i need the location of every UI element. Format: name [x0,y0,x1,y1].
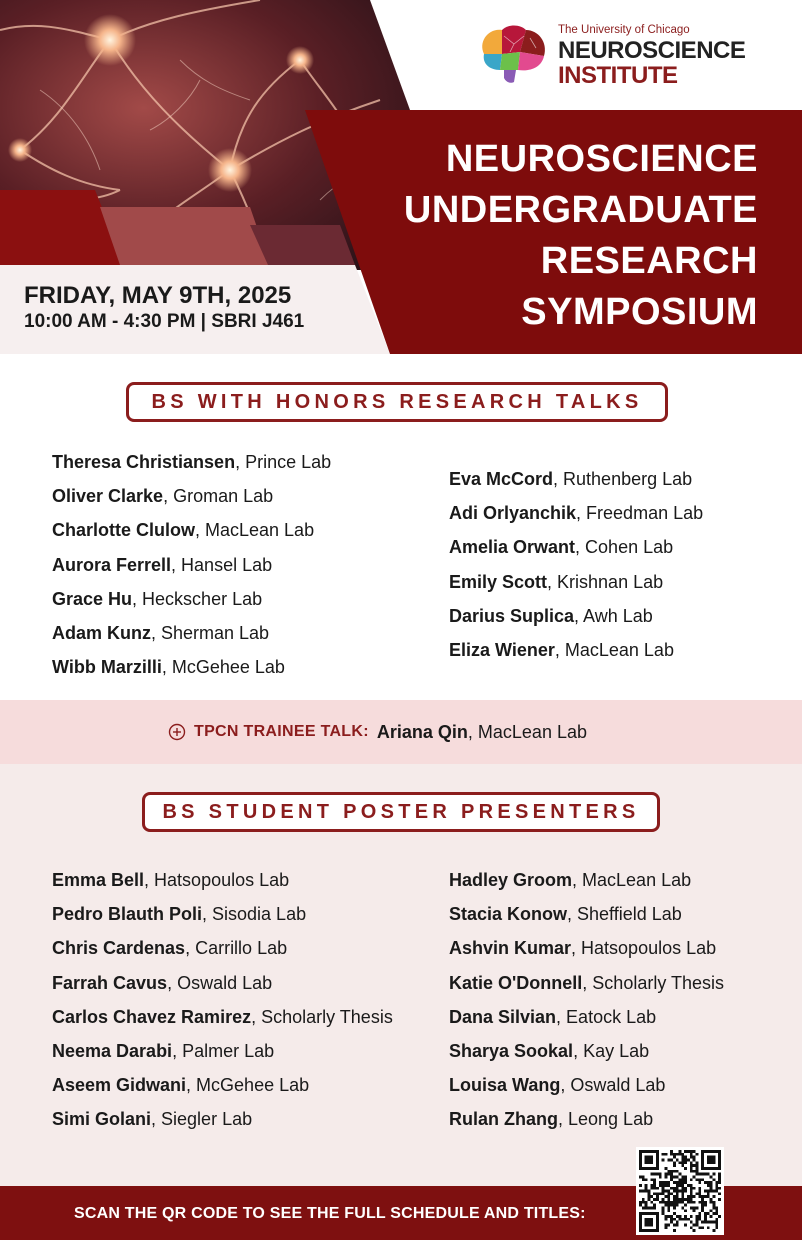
logo-university: The University of Chicago [558,24,690,36]
honors-talks-list-right [449,462,703,667]
footer-qr-instruction: SCAN THE QR CODE TO SEE THE FULL SCHEDULE AND TITLES: [74,1205,586,1222]
presenter-name: Darius Suplica [449,605,575,626]
list-item [449,1000,724,1034]
list-item [449,496,703,530]
presenter-lab: , Cohen Lab [575,537,674,558]
list-item [52,479,331,513]
brain-logo-icon [474,22,552,86]
presenter-name: Amelia Orwant [449,537,576,558]
list-item [449,530,703,564]
presenter-lab: , Eatock Lab [556,1006,657,1027]
presenter-lab: , Groman Lab [163,486,274,507]
presenter-name: Theresa Christiansen [52,452,236,472]
tpcn-presenter-lab: , MacLean Lab [467,721,587,742]
presenter-lab: , Hatsopoulos Lab [571,938,717,959]
list-item [52,1000,393,1034]
presenter-name: Eliza Wiener [449,639,555,660]
title-line-1: NEUROSCIENCE [445,138,758,180]
presenter-name: Simi Golani [52,1109,152,1130]
presenter-name: Oliver Clarke [52,486,164,507]
presenter-lab: , Ruthenberg Lab [553,469,693,489]
presenter-lab: , MacLean Lab [195,520,315,541]
event-title [404,134,758,338]
presenter-name: Stacia Konow [449,904,568,925]
presenter-name: Neema Darabi [52,1040,173,1061]
presenter-name: Carlos Chavez Ramirez [52,1006,252,1027]
presenter-lab: , Palmer Lab [172,1040,275,1061]
poster-presenters-title: BS STUDENT POSTER PRESENTERS [142,792,660,832]
presenter-name: Katie O'Donnell [449,972,583,993]
presenter-lab: , Freedman Lab [576,503,704,524]
presenter-name: Adi Orlyanchik [449,503,577,524]
presenter-name: Louisa Wang [449,1075,561,1096]
presenter-name: Eva McCord [449,469,554,489]
presenter-name: Aseem Gidwani [52,1075,187,1096]
presenter-lab: , Oswald Lab [560,1075,666,1096]
presenter-lab: , MacLean Lab [554,639,674,660]
list-item [52,1102,393,1136]
tpcn-trainee-talk [168,720,587,744]
presenter-lab: , Oswald Lab [167,972,273,993]
logo-neuroscience: NEUROSCIENCE [558,37,746,64]
list-item [52,1034,393,1068]
list-item [449,966,724,1000]
logo-institute: INSTITUTE [558,62,678,89]
list-item [52,616,331,650]
presenter-name: Pedro Blauth Poli [52,904,203,925]
presenter-lab: , Scholarly Thesis [251,1006,393,1027]
presenter-lab: , Scholarly Thesis [582,972,725,993]
title-line-3: RESEARCH [540,240,758,282]
presenter-name: Dana Silvian [449,1006,557,1027]
tpcn-label: TPCN TRAINEE TALK: [194,723,369,740]
list-item [52,897,393,931]
presenter-lab: , Sherman Lab [151,622,270,643]
poster-list-right [449,863,724,1137]
presenter-name: Emma Bell [52,870,145,890]
list-item [449,462,703,496]
plus-circle-icon [168,723,186,741]
presenter-name: Emily Scott [449,571,548,592]
list-item [449,599,703,633]
presenter-name: Sharya Sookal [449,1040,574,1061]
presenter-lab: , Hatsopoulos Lab [144,870,290,890]
list-item [449,931,724,965]
presenter-name: Ashvin Kumar [449,938,572,959]
qr-code[interactable] [636,1147,724,1235]
list-item [52,931,393,965]
presenter-lab: , Sheffield Lab [567,904,682,925]
list-item [449,897,724,931]
title-line-2: UNDERGRADUATE [403,189,758,231]
presenter-name: Wibb Marzilli [52,657,162,678]
presenter-name: Aurora Ferrell [52,554,172,575]
list-item [52,548,331,582]
presenter-lab: , Krishnan Lab [547,571,664,592]
presenter-lab: , McGehee Lab [161,657,285,678]
list-item [449,863,724,897]
presenter-name: Chris Cardenas [52,938,186,959]
presenter-lab: , MacLean Lab [572,870,692,890]
list-item [449,1102,724,1136]
honors-talks-title: BS WITH HONORS RESEARCH TALKS [126,382,668,422]
list-item [449,1068,724,1102]
list-item [52,650,331,684]
list-item [52,582,331,616]
presenter-name: Rulan Zhang [449,1109,558,1130]
presenter-lab: , Heckscher Lab [132,588,263,609]
presenter-name: Farrah Cavus [52,972,168,993]
date-block [24,282,304,334]
presenter-name: Charlotte Clulow [52,520,195,541]
presenter-lab: , McGehee Lab [186,1075,310,1096]
event-date: FRIDAY, MAY 9TH, 2025 [24,282,292,309]
event-time-location: 10:00 AM - 4:30 PM | SBRI J461 [24,311,305,332]
list-item [52,513,331,547]
honors-talks-list-left [52,445,331,684]
list-item [449,565,703,599]
tpcn-presenter-name: Ariana Qin [376,721,468,742]
list-item [52,863,393,897]
list-item [449,633,703,667]
presenter-lab: , Prince Lab [235,452,332,472]
presenter-lab: , Carrillo Lab [185,938,288,959]
qr-code-icon [639,1150,721,1232]
header [0,0,802,355]
list-item [449,1034,724,1068]
presenter-name: Hadley Groom [449,870,573,890]
presenter-lab: , Hansel Lab [171,554,273,575]
title-line-4: SYMPOSIUM [521,291,758,333]
presenter-lab: , Sisodia Lab [202,904,307,925]
presenter-lab: , Leong Lab [558,1109,654,1130]
presenter-lab: , Siegler Lab [151,1109,253,1130]
presenter-name: Adam Kunz [52,622,151,643]
list-item [52,445,331,479]
poster-list-left [52,863,393,1137]
presenter-name: Grace Hu [52,588,133,609]
institute-logo [474,22,746,89]
presenter-lab: , Awh Lab [574,605,653,626]
presenter-lab: , Kay Lab [573,1040,650,1061]
list-item [52,966,393,1000]
list-item [52,1068,393,1102]
